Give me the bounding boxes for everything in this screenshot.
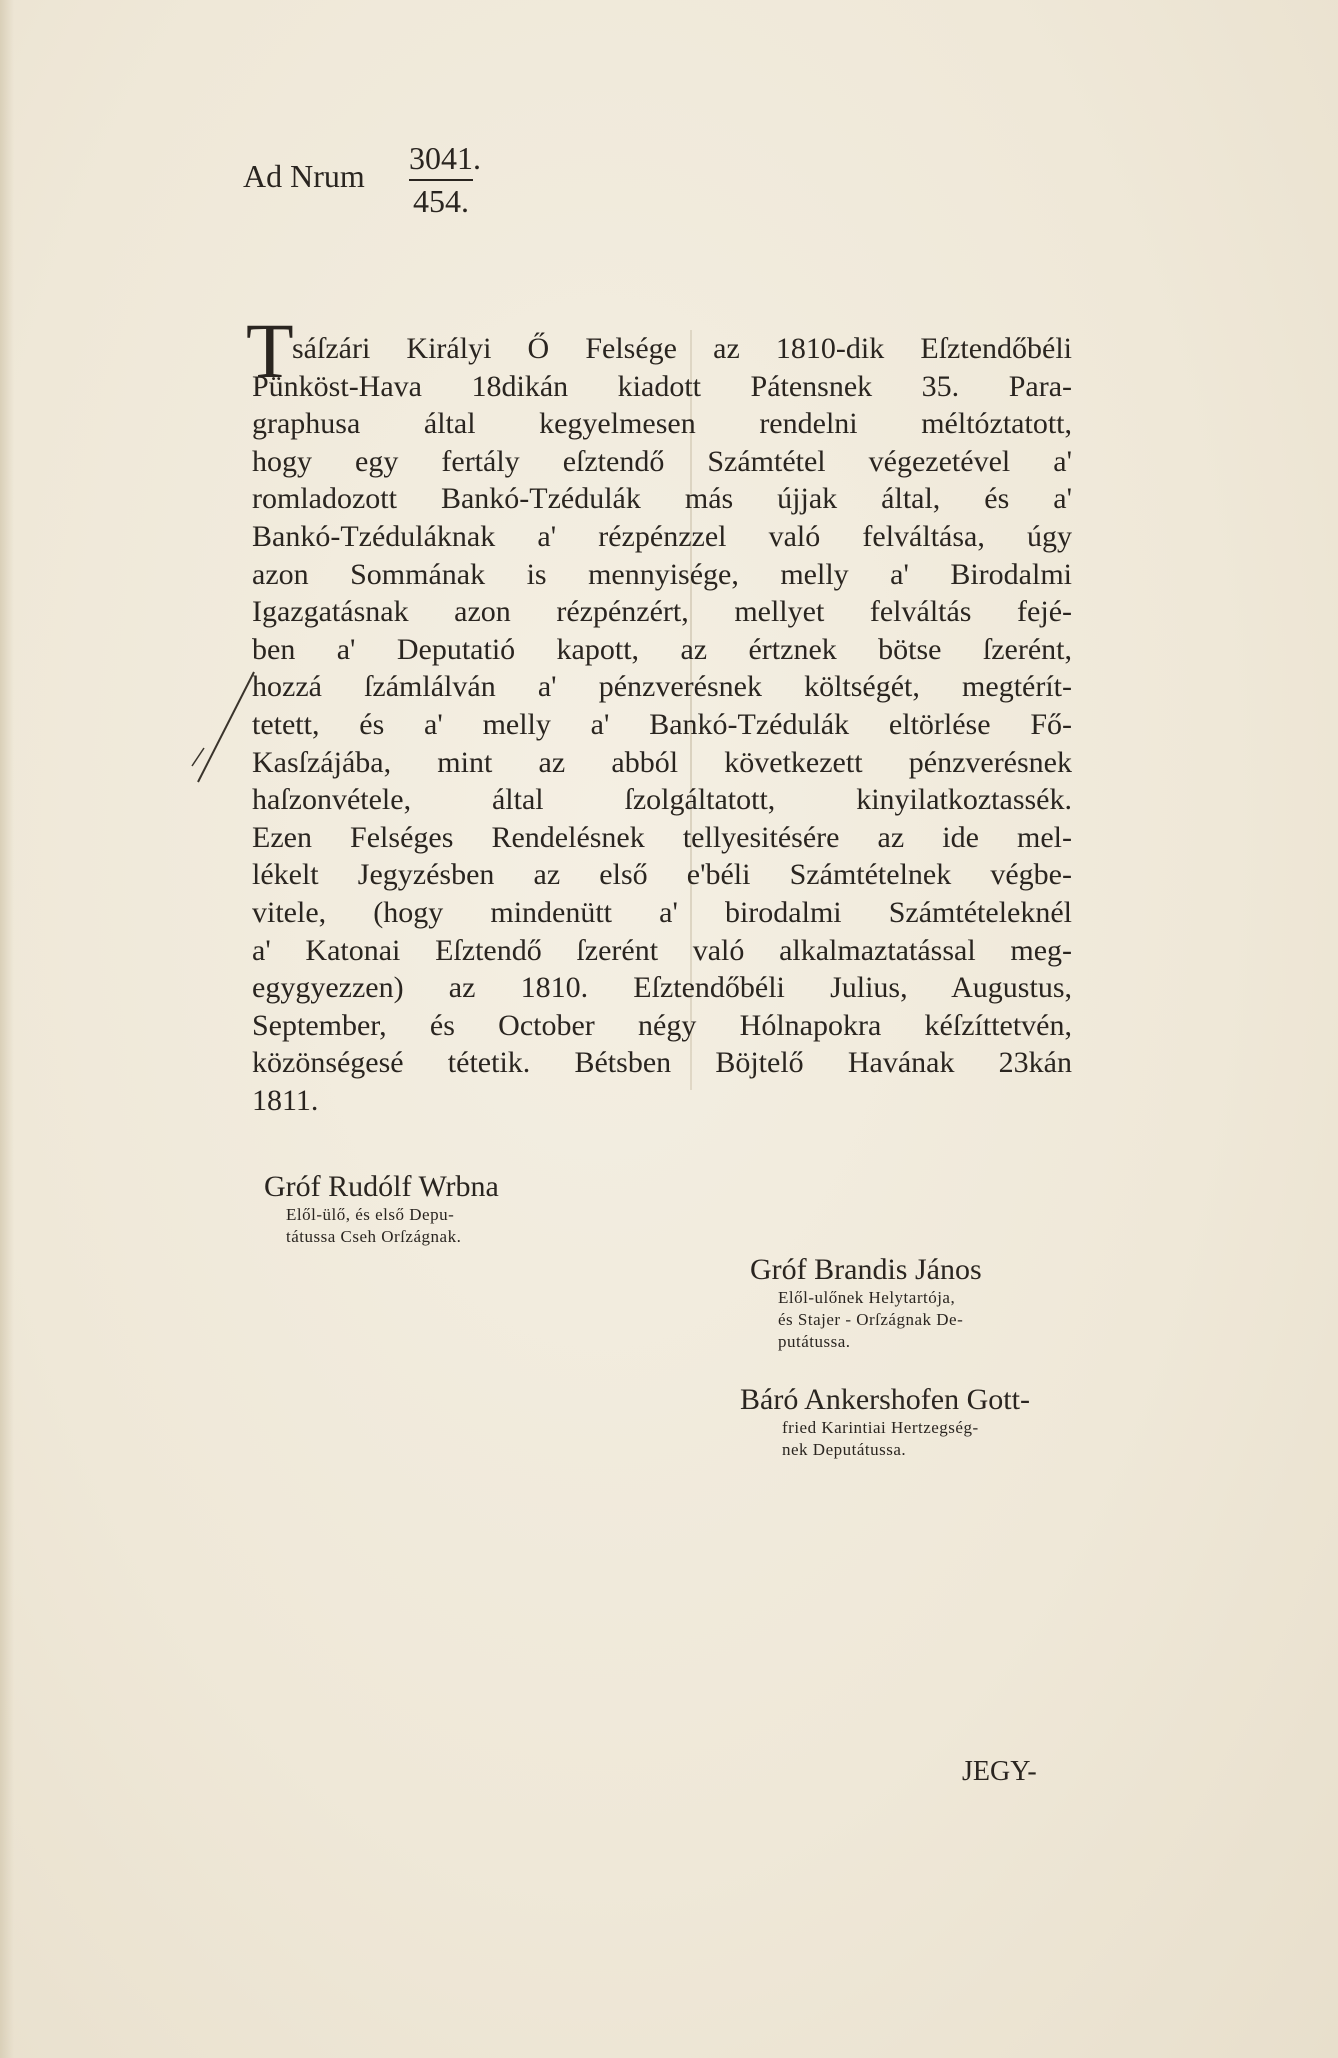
signatory-title-line: Elől-ulőnek Helytartója,: [778, 1288, 956, 1307]
signatory-title-line: fried Karintiai Hertzegség-: [782, 1418, 979, 1437]
margin-pen-mark: [190, 670, 260, 790]
body-line: Kasſzájába, mint az abból következett pénzverésnek: [252, 745, 1072, 779]
body-line: azon Sommának is mennyisége, melly a' Birodalmi: [252, 557, 1072, 591]
reference-numerator: 3041.: [409, 140, 473, 181]
signatory-title-line: nek Deputátussa.: [782, 1440, 907, 1459]
signatory-title-line: putátussa.: [778, 1332, 851, 1351]
page-edge: [0, 0, 14, 2058]
body-line: Igazgatásnak azon rézpénzért, mellyet felváltás fejé-: [252, 595, 1072, 629]
body-line: hogy egy fertály eſztendő Számtétel végezetével a': [252, 444, 1072, 478]
signature-block-ankershofen: [740, 1383, 1030, 1461]
body-line: közönségesé tétetik. Bétsben Böjtelő Havának 23kán: [252, 1046, 1072, 1080]
body-line: haſzonvétele, által ſzolgáltatott, kinyilatkoztassék.: [252, 783, 1072, 817]
body-line: 1811.: [252, 1083, 319, 1117]
drop-cap: T: [246, 307, 294, 394]
body-line: lékelt Jegyzésben az első e'béli Számtételnek végbe-: [252, 858, 1072, 892]
body-line: ben a' Deputatió kapott, az értznek bötse ſzerént,: [252, 632, 1072, 666]
signatory-title-line: Elől-ülő, és első Depu-: [286, 1205, 455, 1224]
body-line: vitele, (hogy mindenütt a' birodalmi Számtételeknél: [252, 895, 1072, 929]
body-line: Bankó-Tzéduláknak a' rézpénzzel való felváltása, úgy: [252, 519, 1072, 553]
signature-block-wrbna: [264, 1170, 499, 1248]
body-line: Ezen Felséges Rendelésnek tellyesitésére az ide mel-: [252, 820, 1072, 854]
signatory-title-line: és Stajer - Orſzágnak De-: [778, 1310, 964, 1329]
signatory-title-line: tátussa Cseh Orſzágnak.: [286, 1227, 462, 1246]
signatory-name: Gróf Brandis János: [750, 1253, 982, 1286]
body-line: sáſzári Királyi Ő Felsége az 1810-dik Eſztendőbéli: [292, 332, 1072, 365]
body-line: egygyezzen) az 1810. Eſztendőbéli Julius, Augustus,: [252, 971, 1072, 1005]
reference-fraction: [409, 140, 481, 220]
decree-body: [252, 330, 1072, 1119]
signatory-name: Gróf Rudólf Wrbna: [264, 1170, 499, 1203]
signatory-name: Báró Ankershofen Gott-: [740, 1383, 1030, 1416]
body-line: graphusa által kegyelmesen rendelni méltóztatott,: [252, 407, 1072, 441]
body-line: hozzá ſzámlálván a' pénzverésnek költségét, megtérít-: [252, 670, 1072, 704]
signature-block-brandis: [750, 1253, 982, 1353]
catchword: JEGY-: [962, 1756, 1037, 1787]
body-line: a' Katonai Eſztendő ſzerént való alkalmaztatással meg-: [252, 933, 1072, 967]
body-line: tetett, és a' melly a' Bankó-Tzédulák eltörlése Fő-: [252, 707, 1072, 741]
body-line: September, és October négy Hólnapokra kéſzíttetvén,: [252, 1008, 1072, 1042]
body-line: romladozott Bankó-Tzédulák más újjak által, és a': [252, 482, 1072, 516]
reference-denominator: 454.: [413, 183, 469, 219]
reference-label: Ad Nrum: [243, 158, 365, 194]
body-line: Pünköst-Hava 18dikán kiadott Pátensnek 35. Para-: [252, 369, 1072, 403]
